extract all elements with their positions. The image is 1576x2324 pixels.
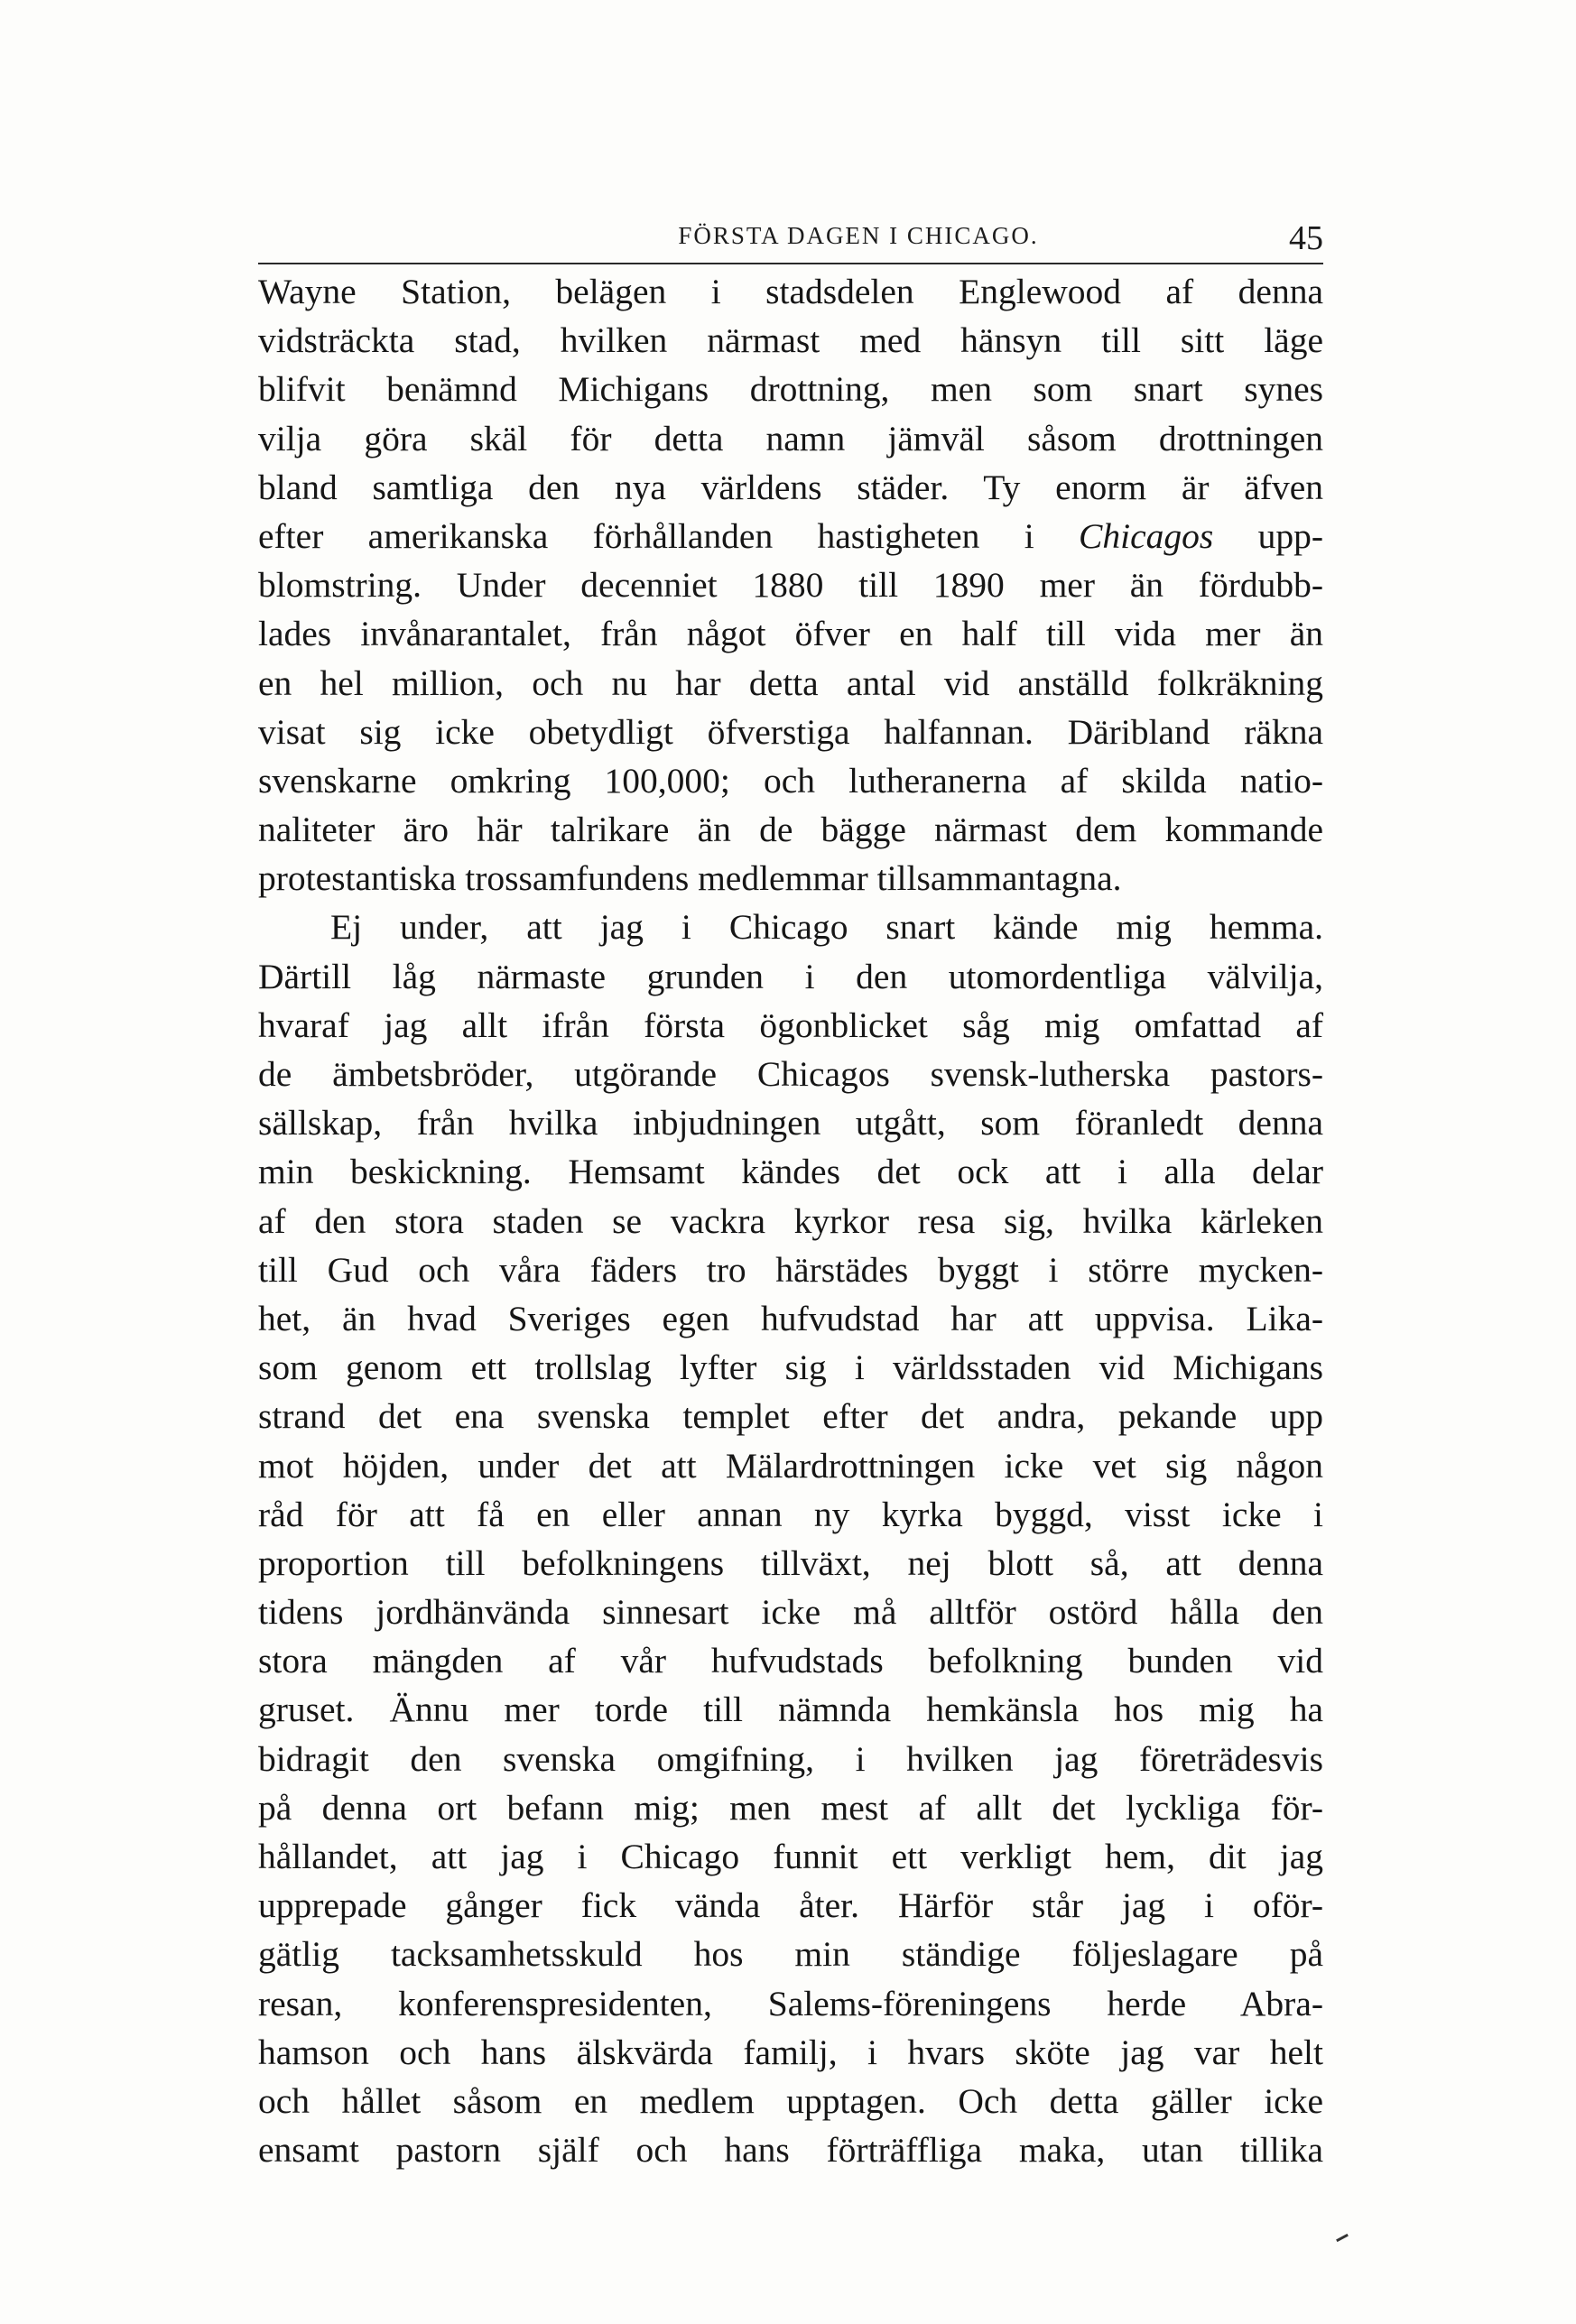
text-line: resan, konferenspresidenten, Salems-föreningens herde Abra-	[258, 1983, 1323, 2023]
text-line: Ej under, att jag i Chicago snart kände mig hemma.	[330, 907, 1323, 948]
text-line: och hållet såsom en medlem upptagen. Och detta gäller icke	[258, 2080, 1323, 2121]
text-line: min beskickning. Hemsamt kändes det ock att i alla delar	[258, 1152, 1323, 1192]
text-line: bidragit den svenska omgifning, i hvilken jag företrädesvis	[258, 1738, 1323, 1779]
text-line: het, än hvad Sveriges egen hufvudstad har att uppvisa. Lika-	[258, 1298, 1323, 1338]
body-text	[258, 267, 1323, 2174]
text-line: stora mängden af vår hufvudstads befolkning bunden vid	[258, 1641, 1323, 1681]
text-line: sällskap, från hvilka inbjudningen utgått, som föranledt denna	[258, 1103, 1323, 1143]
text-line: naliteter äro här talrikare än de bägge närmast dem kommande	[258, 810, 1323, 850]
text-line: Därtill låg närmaste grunden i den utomordentliga välvilja,	[258, 956, 1323, 996]
text-line: upprepade gånger fick vända åter. Härför står jag i oför-	[258, 1885, 1323, 1926]
running-head	[258, 218, 1323, 260]
text-line: bland samtliga den nya världens städer. Ty enorm är äfven	[258, 467, 1323, 507]
text-line: till Gud och våra fäders tro härstädes byggt i större mycken-	[258, 1249, 1323, 1290]
text-line: blomstring. Under decenniet 1880 till 1890 mer än fördubb-	[258, 565, 1323, 606]
stray-pen-mark	[1336, 2234, 1349, 2242]
page-number: 45	[1289, 219, 1323, 257]
text-line: de ämbetsbröder, utgörande Chicagos svensk-lutherska pastors-	[258, 1054, 1323, 1094]
text-line: strand det ena svenska templet efter det andra, pekande upp	[258, 1396, 1323, 1437]
text-line: Wayne Station, belägen i stadsdelen Englewood af denna	[258, 272, 1323, 311]
text-line: protestantiska trossamfundens medlemmar tillsammantagna.	[258, 858, 1122, 899]
text-line: som genom ett trollslag lyfter sig i världsstaden vid Michigans	[258, 1347, 1323, 1388]
text-line: hvaraf jag allt ifrån första ögonblicket såg mig omfattad af	[258, 1005, 1323, 1045]
text-line: på denna ort befann mig; men mest af allt det lyckliga för-	[258, 1787, 1323, 1828]
text-line: en hel million, och nu har detta antal vid anställd folkräkning	[258, 662, 1323, 703]
text-line: blifvit benämnd Michigans drottning, men som snart synes	[258, 369, 1323, 410]
text-line: råd för att få en eller annan ny kyrka byggd, visst icke i	[258, 1494, 1323, 1534]
text-line: gruset. Ännu mer torde till nämnda hemkänsla hos mig ha	[258, 1690, 1323, 1730]
text-line: svenskarne omkring 100,000; och lutheranerna af skilda natio-	[258, 760, 1323, 801]
text-line: ensamt pastorn själf och hans förträffliga maka, utan tillika	[258, 2130, 1323, 2171]
text-line: lades invånarantalet, från något öfver en half till vida mer än	[258, 614, 1323, 654]
header-rule	[258, 263, 1323, 264]
text-line: af den stora staden se vackra kyrkor resa sig, hvilka kärleken	[258, 1200, 1323, 1241]
text-line: vidsträckta stad, hvilken närmast med hänsyn till sitt läge	[258, 320, 1323, 361]
text-line: proportion till befolkningens tillväxt, nej blott så, att denna	[258, 1542, 1323, 1583]
text-line: vilja göra skäl för detta namn jämväl såsom drottningen	[258, 418, 1323, 458]
text-line: efter amerikanska förhållanden hastigheten i Chicagos upp-	[258, 515, 1323, 556]
text-line: visat sig icke obetydligt öfverstiga halfannan. Däribland räkna	[258, 711, 1323, 752]
text-line: mot höjden, under det att Mälardrottningen icke vet sig någon	[258, 1445, 1323, 1486]
text-line: gätlig tacksamhetsskuld hos min ständige följeslagare på	[258, 1934, 1323, 1975]
text-line: hamson och hans älskvärda familj, i hvars sköte jag var helt	[258, 2032, 1323, 2072]
text-line: hållandet, att jag i Chicago funnit ett verkligt hem, dit jag	[258, 1837, 1323, 1876]
running-title: FÖRSTA DAGEN I CHICAGO.	[678, 222, 1039, 249]
text-line: tidens jordhänvända sinnesart icke må alltför ostörd hålla den	[258, 1592, 1323, 1633]
